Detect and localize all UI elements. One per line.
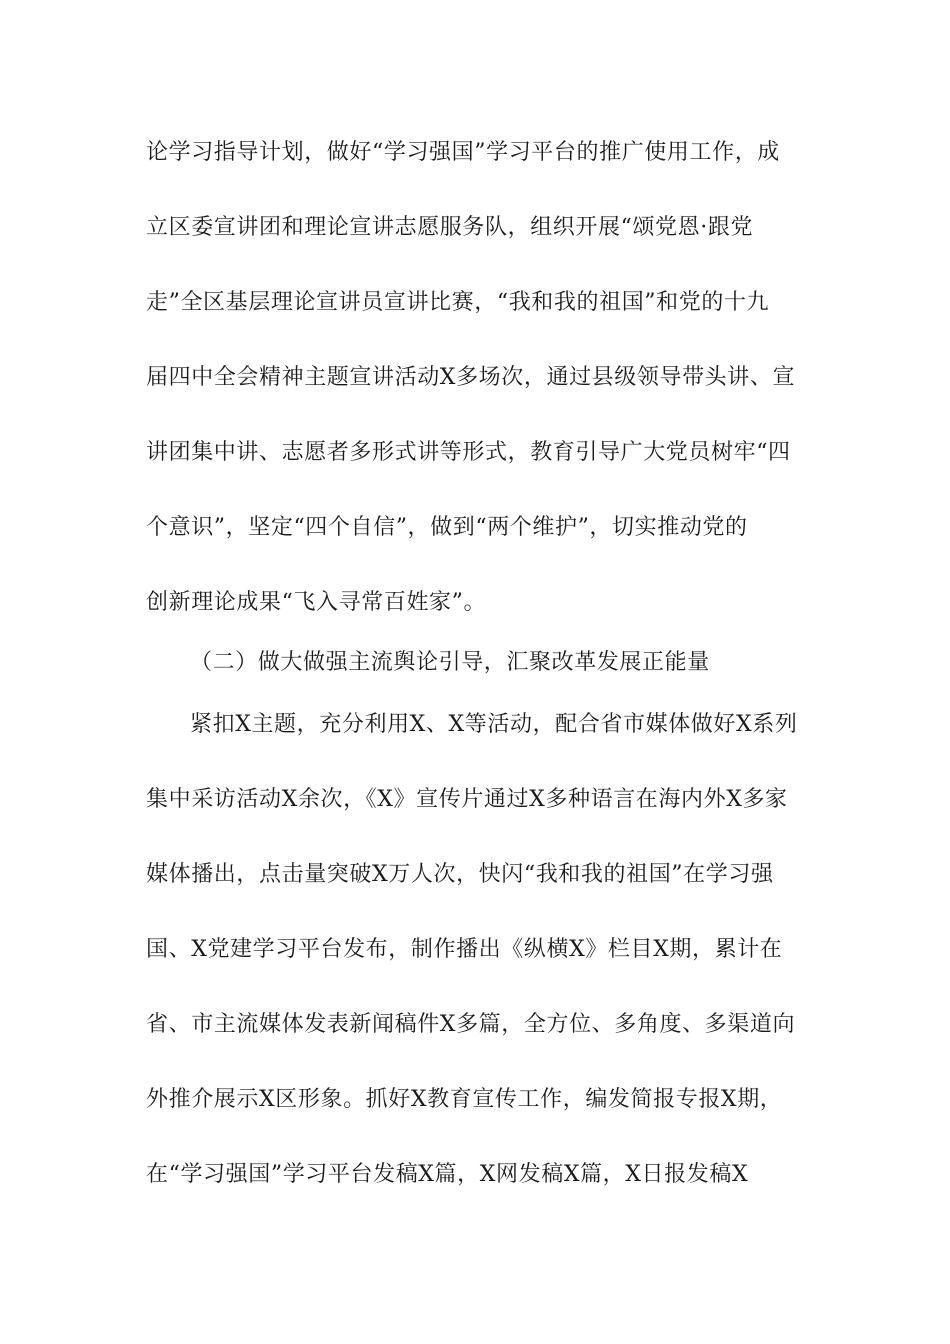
paragraph-line: 立区委宣讲团和理论宣讲志愿服务队，组织开展“颂党恩·跟党 bbox=[146, 215, 754, 240]
paragraph-line: 走”全区基层理论宣讲员宣讲比赛，“我和我的祖国”和党的十九 bbox=[146, 290, 770, 315]
paragraph-line: 在“学习强国”学习平台发稿X篇，X网发稿X篇，X日报发稿X bbox=[146, 1162, 749, 1187]
paragraph-line: 外推介展示X区形象。抓好X教育宣传工作，编发简报专报X期， bbox=[146, 1087, 783, 1112]
paragraph-line: 媒体播出，点击量突破X万人次，快闪“我和我的祖国”在学习强 bbox=[146, 862, 774, 887]
paragraph-line: 创新理论成果“飞入寻常百姓家”。 bbox=[146, 590, 487, 615]
paragraph-line: 讲团集中讲、志愿者多形式讲等形式，教育引导广大党员树牢“四 bbox=[146, 440, 791, 465]
paragraph-line: 国、X党建学习平台发布，制作播出《纵横X》栏目X期，累计在 bbox=[146, 937, 783, 962]
paragraph-line: 论学习指导计划，做好“学习强国”学习平台的推广使用工作，成 bbox=[146, 140, 780, 165]
paragraph-line: 个意识”，坚定“四个自信”，做到“两个维护”，切实推动党的 bbox=[146, 515, 748, 540]
paragraph-line: 届四中全会精神主题宣讲活动X多场次，通过县级领导带头讲、宣 bbox=[146, 365, 796, 390]
paragraph-line: 省、市主流媒体发表新闻稿件X多篇，全方位、多角度、多渠道向 bbox=[146, 1012, 796, 1037]
paragraph-line: 集中采访活动X余次，《X》宣传片通过X多种语言在海内外X多家 bbox=[146, 787, 788, 812]
paragraph-line: 紧扣X主题，充分利用X、X等活动，配合省市媒体做好X系列 bbox=[190, 712, 798, 737]
section-heading: （二）做大做强主流舆论引导，汇聚改革发展正能量 bbox=[190, 650, 710, 675]
